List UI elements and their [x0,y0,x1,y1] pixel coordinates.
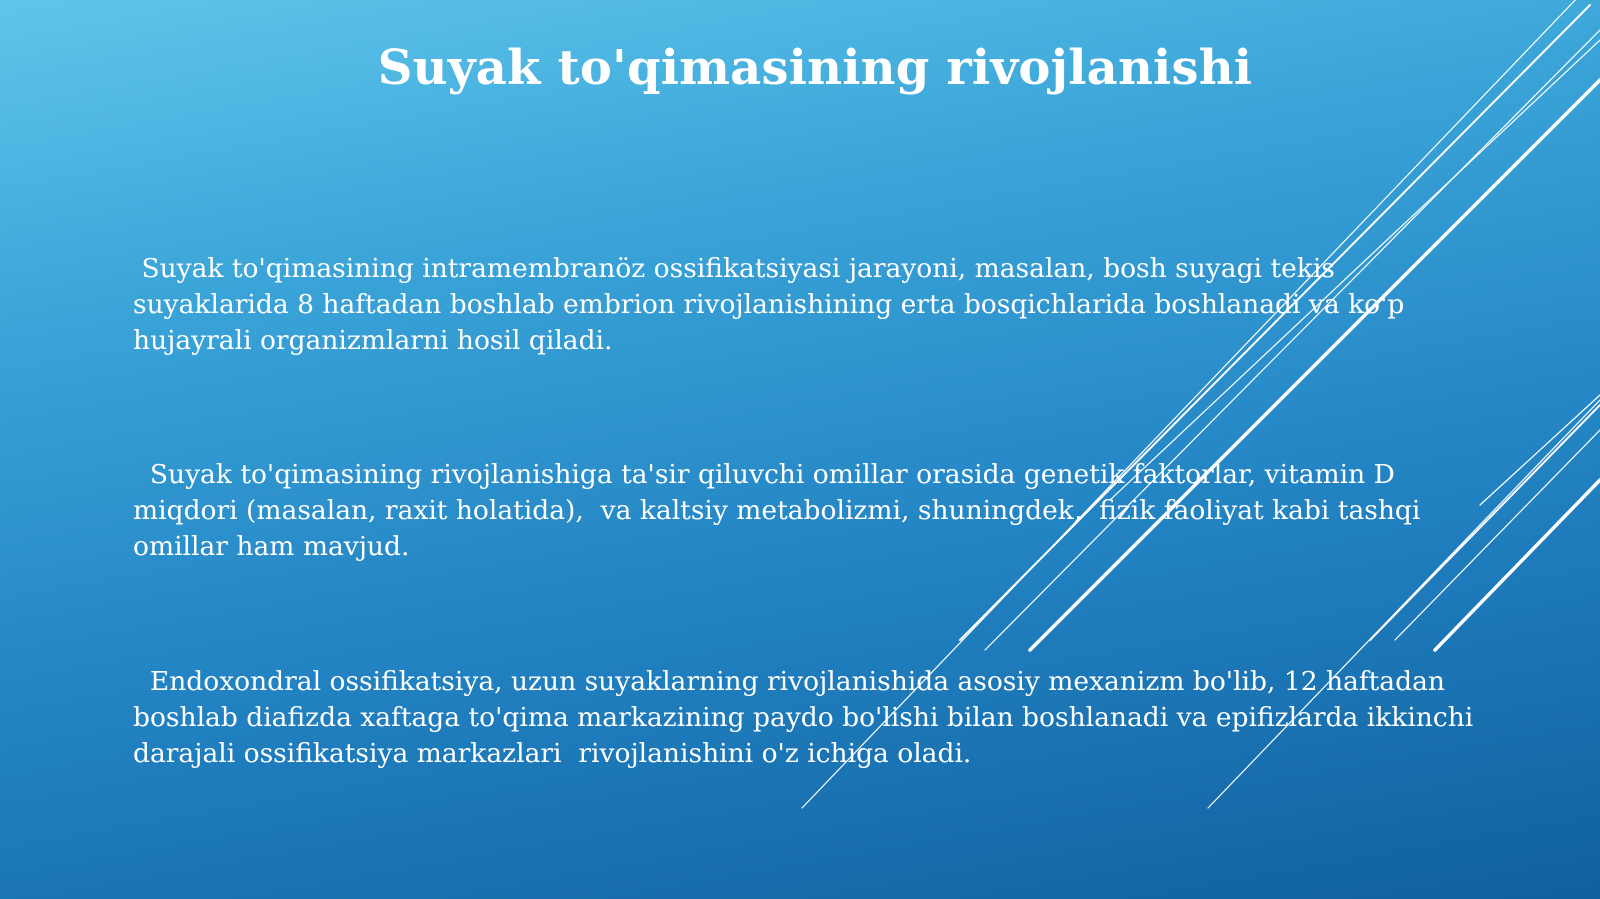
paragraph-intramembranous: Suyak to'qimasining intramembranöz ossifikatsiyasi jarayoni, masalan, bosh suyagi tekis suyaklarida 8 haftadan boshlab embrion rivojlanishining erta bosqichlarida boshlanadi va ko'p hujayrali organizmlarni hosil qiladi. [133,253,1413,356]
slide-title: Suyak to'qimasining rivojlanishi [377,40,1253,96]
paragraph-endochondral: Endoxondral ossifikatsiya, uzun suyaklarning rivojlanishida asosiy mexanizm bo'lib, 12 haftadan boshlab diafizda xaftaga to'qima markazining paydo bo'lishi bilan boshlanadi va epifizlarda ikkinchi darajali ossifikatsiya markazlari rivojlanishini o'z ichiga oladi. [133,666,1482,769]
deco-line [1480,395,1600,505]
paragraph-factors: Suyak to'qimasining rivojlanishiga ta'sir qiluvchi omillar orasida genetik faktorlar, vitamin D miqdori (masalan, raxit holatida), va kaltsiy metabolizmi, shuningdek, fizik faoliyat kabi tashqi omillar ham mavjud. [133,459,1429,562]
